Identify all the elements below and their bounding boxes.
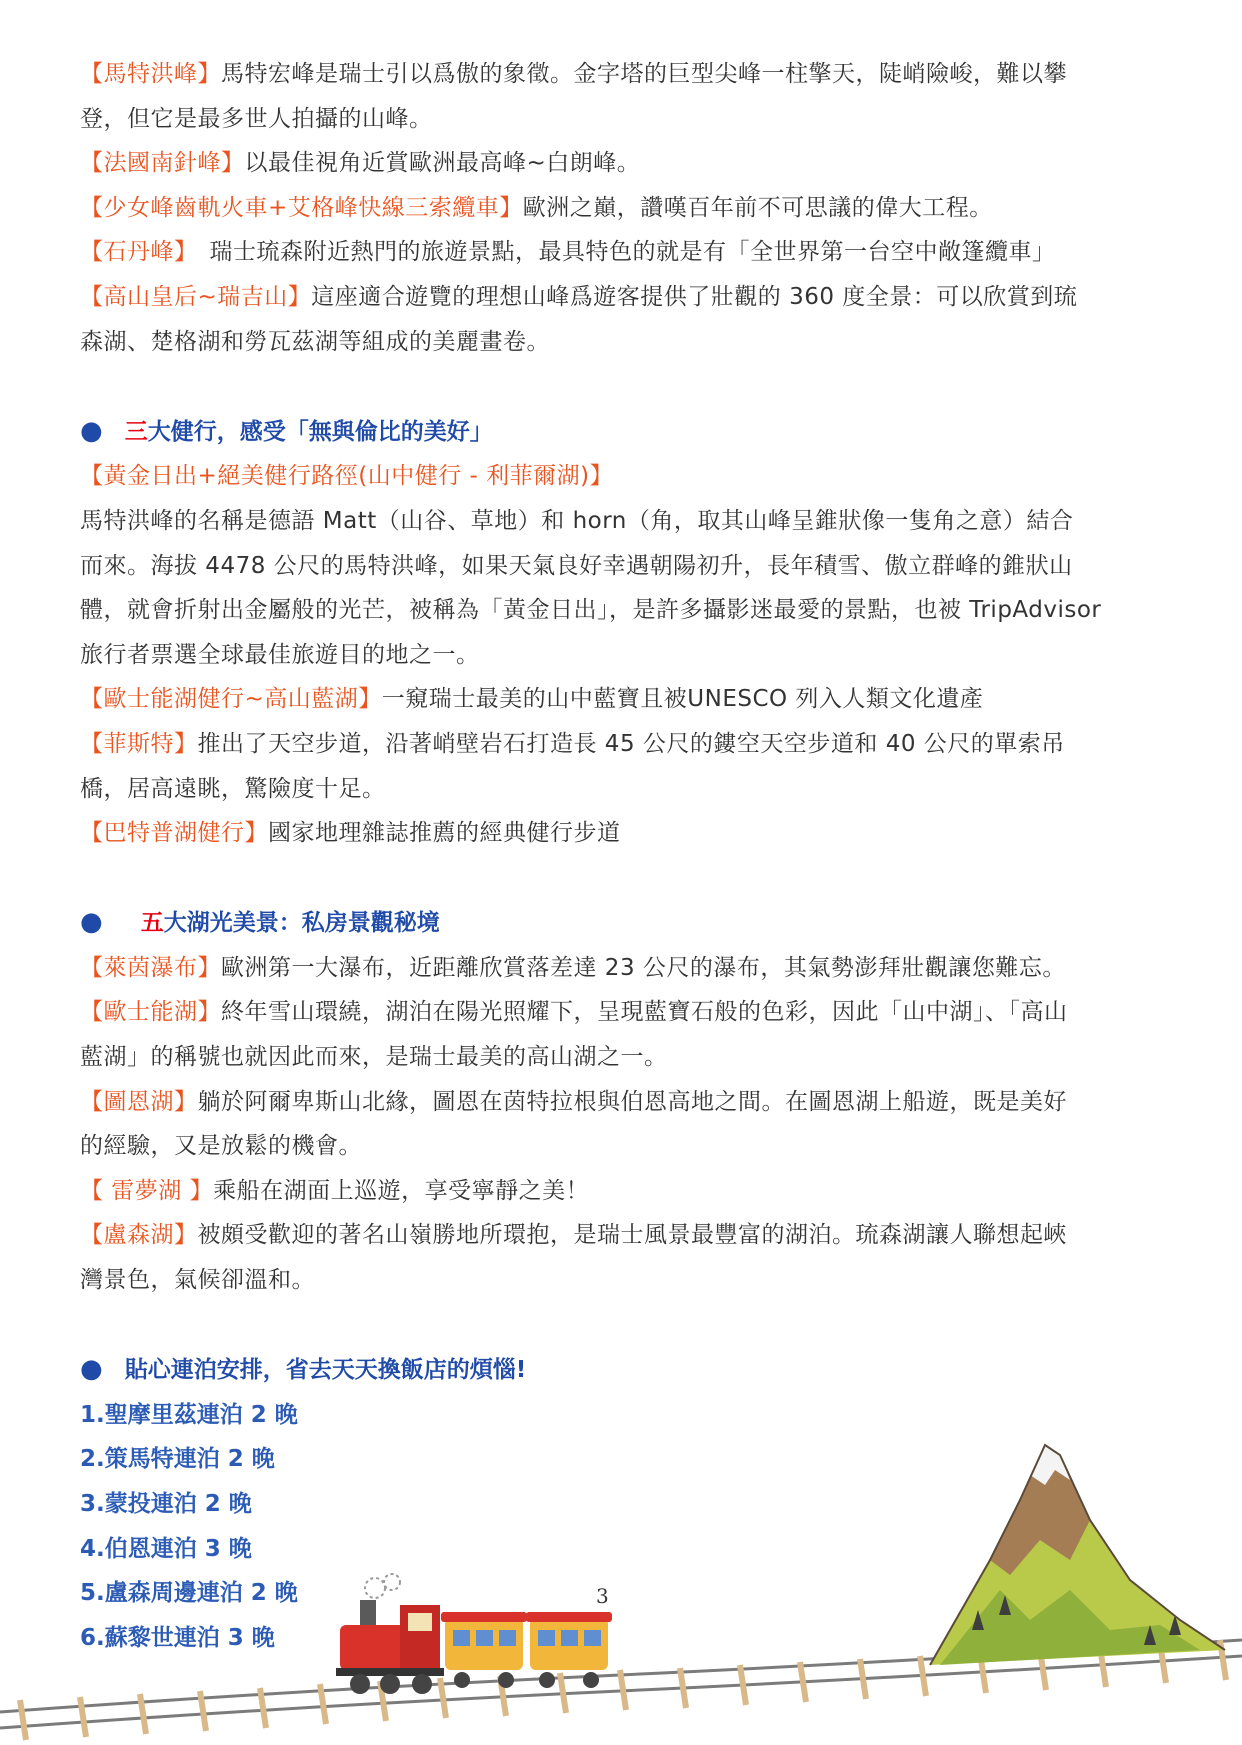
text-line: [80, 230, 1162, 275]
text-line: [80, 946, 1162, 991]
line-text: 體，就會折射出金屬般的光芒，被稱為「黃金日出」，是許多攝影迷最愛的景點，也被 TripAdvisor: [80, 597, 1102, 624]
line-text: 藍湖」的稱號也就因此而來，是瑞士最美的高山湖之一。: [80, 1044, 668, 1071]
highlight-tag: 【盧森湖】: [80, 1222, 198, 1249]
text-line: [80, 141, 1162, 186]
heading-text: 貼心連泊安排，省去天天換飯店的煩惱!: [124, 1357, 527, 1384]
heading-text: 大湖光美景：私房景觀秘境: [163, 910, 440, 937]
text-line: [80, 1258, 1162, 1303]
text-line: [80, 186, 1162, 231]
highlight-tag: 【 雷夢湖 】: [80, 1177, 214, 1204]
page-number: 3: [596, 1584, 609, 1608]
text-line: [80, 544, 1162, 589]
highlight-tag: 【少女峰齒軌火車+艾格峰快線三索纜車】: [80, 194, 523, 221]
highlight-tag: 【菲斯特】: [80, 730, 198, 757]
highlight-tag: 【圖恩湖】: [80, 1088, 198, 1115]
line-text: 的經驗，又是放鬆的機會。: [80, 1133, 362, 1160]
line-text: 而來。海拔 4478 公尺的馬特洪峰，如果天氣良好幸遇朝陽初升，長年積雪、傲立群峰的錐狀山: [80, 552, 1073, 579]
highlight-tag: 【歐士能湖健行~高山藍湖】: [80, 686, 382, 713]
line-text: 灣景色，氣候卻溫和。: [80, 1267, 315, 1294]
section-hiking-heading: [80, 409, 1162, 455]
line-text: 被頗受歡迎的著名山嶺勝地所環抱，是瑞士風景最豐富的湖泊。琉森湖讓人聯想起峽: [197, 1222, 1067, 1249]
highlight-tag: 【歐士能湖】: [80, 999, 221, 1026]
bullet-icon: ●: [80, 907, 103, 938]
line-text: 乘船在湖面上巡遊，享受寧靜之美！: [213, 1177, 590, 1204]
text-line: [80, 52, 1162, 97]
heading-text: 大健行，感受「無與倫比的美好」: [147, 418, 493, 445]
section-hiking: [80, 454, 1162, 855]
line-text: 以最佳視角近賞歐洲最高峰~白朗峰。: [244, 150, 641, 177]
document-body: [80, 52, 1162, 1660]
section-peaks: [80, 52, 1162, 364]
text-line: [80, 275, 1162, 320]
section-lakes-heading: [80, 900, 1162, 946]
line-text: 旅行者票選全球最佳旅遊目的地之一。: [80, 641, 480, 668]
list-item: 2.策馬特連泊 2 晚: [80, 1446, 275, 1473]
text-line: [80, 767, 1162, 812]
bullet-icon: ●: [80, 1354, 103, 1385]
line-text: 歐洲之巔，讚嘆百年前不可思議的偉大工程。: [522, 194, 993, 221]
list-item: 3.蒙投連泊 2 晚: [80, 1491, 252, 1517]
line-text: 橋，居高遠眺，驚險度十足。: [80, 775, 386, 802]
line-text: 一窺瑞士最美的山中藍寶且被UNESCO 列入人類文化遺產: [381, 686, 984, 713]
text-line: [80, 722, 1162, 767]
text-line: [80, 677, 1162, 722]
highlight-tag: 【巴特普湖健行】: [80, 820, 268, 847]
text-line: [80, 1080, 1162, 1125]
text-line: [80, 990, 1162, 1035]
line-text: 馬特洪峰的名稱是德語 Matt（山谷、草地）和 horn（角，取其山峰呈錐狀像一隻角之意）結合: [80, 507, 1074, 534]
highlight-tag: 【法國南針峰】: [80, 150, 245, 177]
text-line: [80, 633, 1162, 678]
text-line: [80, 588, 1162, 633]
list-item: 6.蘇黎世連泊 3 晚: [80, 1624, 275, 1651]
text-line: [80, 811, 1162, 856]
line-text: 歐洲第一大瀑布，近距離欣賞落差達 23 公尺的瀑布，其氣勢澎拜壯觀讓您難忘。: [221, 954, 1066, 981]
text-line: [80, 320, 1162, 365]
text-line: [80, 97, 1162, 142]
text-line: [80, 454, 1162, 499]
line-text: 登，但它是最多世人拍攝的山峰。: [80, 105, 433, 132]
highlight-tag: 【高山皇后~瑞吉山】: [80, 283, 312, 310]
list-item: 1.聖摩里茲連泊 2 晚: [80, 1401, 298, 1428]
highlight-tag: 【馬特洪峰】: [80, 61, 221, 87]
line-text: 瑞士琉森附近熱門的旅遊景點，最具特色的就是有「全世界第一台空中敞篷纜車」: [186, 239, 1056, 266]
list-item: 5.盧森周邊連泊 2 晚: [80, 1580, 298, 1607]
line-text: 終年雪山環繞，湖泊在陽光照耀下，呈現藍寶石般的色彩，因此「山中湖」、「高山: [221, 999, 1068, 1026]
text-line: [80, 1035, 1162, 1080]
line-text: 這座適合遊覽的理想山峰爲遊客提供了壯觀的 360 度全景：可以欣賞到琉: [311, 283, 1078, 310]
highlight-tag: 【黃金日出+絕美健行路徑(山中健行 - 利菲爾湖)】: [80, 463, 614, 490]
section-lakes: [80, 946, 1162, 1303]
text-line: [80, 1169, 1162, 1214]
highlight-tag: 【石丹峰】: [80, 239, 186, 266]
line-text: 馬特宏峰是瑞士引以爲傲的象徵。金字塔的巨型尖峰一柱擎天，陡峭險峻，難以攀: [221, 61, 1067, 87]
text-line: [80, 1124, 1162, 1169]
text-line: [80, 499, 1162, 544]
bullet-icon: ●: [80, 415, 103, 446]
heading-number: 三: [124, 418, 148, 445]
highlight-tag: 【萊茵瀑布】: [80, 954, 221, 981]
line-text: 推出了天空步道，沿著峭壁岩石打造長 45 公尺的鏤空天空步道和 40 公尺的單索吊: [197, 730, 1065, 757]
line-text: 森湖、楚格湖和勞瓦茲湖等組成的美麗畫卷。: [80, 328, 550, 355]
line-text: 躺於阿爾卑斯山北緣，圖恩在茵特拉根與伯恩高地之間。在圖恩湖上船遊，既是美好: [197, 1088, 1067, 1115]
list-item: 4.伯恩連泊 3 晚: [80, 1535, 252, 1562]
line-text: 國家地理雜誌推薦的經典健行步道: [268, 820, 621, 847]
section-hotels-heading: [80, 1347, 1162, 1393]
text-line: [80, 1213, 1162, 1258]
hotel-stay-list: [80, 1393, 1162, 1661]
heading-number: 五: [140, 910, 164, 937]
